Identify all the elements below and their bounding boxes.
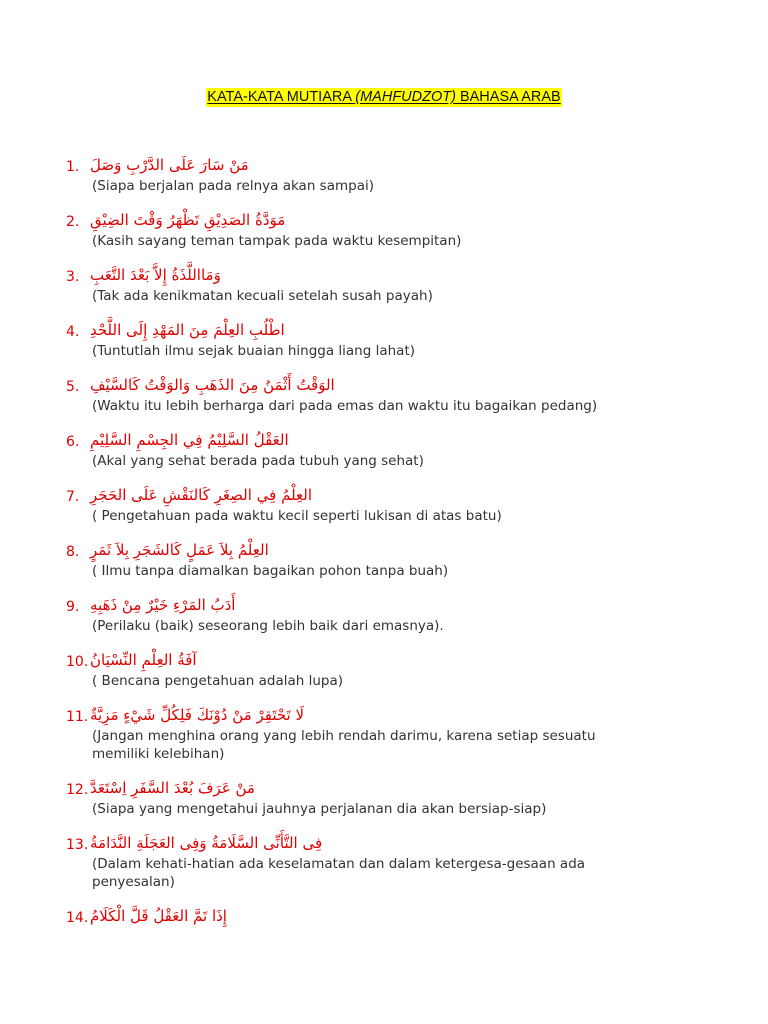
item-number: 3. (66, 269, 80, 285)
translation-text: (Waktu itu lebih berharga dari pada emas dan waktu itu bagaikan pedang) (92, 398, 598, 414)
mahfudzot-list (66, 154, 666, 942)
list-item (66, 832, 666, 891)
arabic-proverb: العَقْلُ السَّلِيْمُ فِي الجِسْمِ السَّلِيْمِ (90, 431, 289, 449)
translation-text: ( Ilmu tanpa diamalkan bagaikan pohon tanpa buah) (92, 563, 449, 579)
arabic-proverb: آفَةُ العِلْمِ النِّسْيَانُ (90, 651, 197, 669)
item-number: 5. (66, 379, 80, 395)
list-item (66, 319, 666, 360)
list-item (66, 777, 666, 818)
list-item (66, 429, 666, 470)
arabic-proverb: اطْلُبِ العِلْمَ مِنَ المَهْدِ إِلَى اللَّحْدِ (90, 321, 285, 339)
translation-text: (Dalam kehati-hatian ada keselamatan dan dalam ketergesa-gesaan ada penyesalan) (92, 856, 586, 890)
list-item (66, 374, 666, 415)
item-number: 12. (66, 782, 89, 798)
item-number: 11. (66, 709, 89, 725)
arabic-proverb: مَوَدَّةُ الصَدِيْقِ تَظْهَرُ وَقْتَ الضِيْقِ (90, 211, 286, 229)
arabic-proverb: العِلْمُ بِلاَ عَمَلٍ كَالشَجَرِ بِلاَ ثَمَرٍ (90, 541, 269, 559)
item-number: 13. (66, 837, 89, 853)
arabic-proverb: أَدَبُ المَرْءِ خَيْرٌ مِنْ ذَهَبِهِ (90, 596, 236, 614)
item-number: 9. (66, 599, 80, 615)
translation-text: (Jangan menghina orang yang lebih rendah darimu, karena setiap sesuatu memiliki kelebihan) (92, 728, 596, 762)
item-number: 1. (66, 159, 80, 175)
page-title (206, 88, 561, 107)
translation-text: ( Pengetahuan pada waktu kecil seperti lukisan di atas batu) (92, 508, 502, 524)
list-item (66, 154, 666, 195)
arabic-proverb: مَنْ عَرَفَ بُعْدَ السَّفَرِ اِسْتَعَدَّ (90, 779, 255, 797)
translation-text: (Siapa yang mengetahui jauhnya perjalanan dia akan bersiap-siap) (92, 801, 547, 817)
arabic-proverb: وَمَااللَّذَةُ إِلاَّ بَعْدَ التَّعَبِ (90, 266, 221, 284)
translation-text: (Perilaku (baik) seseorang lebih baik dari emasnya). (92, 618, 444, 634)
item-number: 2. (66, 214, 80, 230)
list-item (66, 905, 666, 928)
arabic-proverb: إِذَا تَمَّ العَقْلُ قَلَّ الْكَلَامُ (90, 907, 227, 925)
list-item (66, 704, 666, 763)
item-number: 7. (66, 489, 80, 505)
item-number: 4. (66, 324, 80, 340)
item-number: 8. (66, 544, 80, 560)
item-number: 6. (66, 434, 80, 450)
translation-text: (Tak ada kenikmatan kecuali setelah susah payah) (92, 288, 433, 304)
arabic-proverb: لَا تَحْتَقِرْ مَنْ دُوْنَكَ فَلِكُلِّ شَيْءٍ مَزِيَّةٌ (90, 706, 305, 724)
list-item (66, 539, 666, 580)
translation-text: (Akal yang sehat berada pada tubuh yang sehat) (92, 453, 424, 469)
list-item (66, 264, 666, 305)
title-wrapper (0, 86, 768, 107)
translation-text: ( Bencana pengetahuan adalah lupa) (92, 673, 344, 689)
item-number: 10. (66, 654, 89, 670)
translation-text: (Siapa berjalan pada relnya akan sampai) (92, 178, 374, 194)
translation-text: (Kasih sayang teman tampak pada waktu kesempitan) (92, 233, 462, 249)
item-number: 14. (66, 910, 89, 926)
title-part-2-italic: (MAHFUDZOT) (355, 89, 456, 105)
list-item (66, 484, 666, 525)
list-item (66, 594, 666, 635)
list-item (66, 209, 666, 250)
arabic-proverb: مَنْ سَارَ عَلَى الدَّرْبِ وَصَلَ (90, 156, 249, 174)
arabic-proverb: الوَقْتُ أَثْمَنُ مِنَ الذَهَبِ وَالوَقْتُ كَالسَّيْفِ (90, 376, 335, 394)
title-part-1: KATA-KATA MUTIARA (207, 89, 356, 105)
arabic-proverb: العِلْمُ فِي الصِغَرِ كَالنَقْشِ عَلَى الحَجَرِ (90, 486, 313, 504)
list-item (66, 649, 666, 690)
translation-text: (Tuntutlah ilmu sejak buaian hingga liang lahat) (92, 343, 415, 359)
title-part-3: BAHASA ARAB (455, 89, 561, 105)
arabic-proverb: فِى التَّأَنِّى السَّلَامَةُ وَفِى العَجَلَةِ النَّدَامَةُ (90, 834, 323, 852)
